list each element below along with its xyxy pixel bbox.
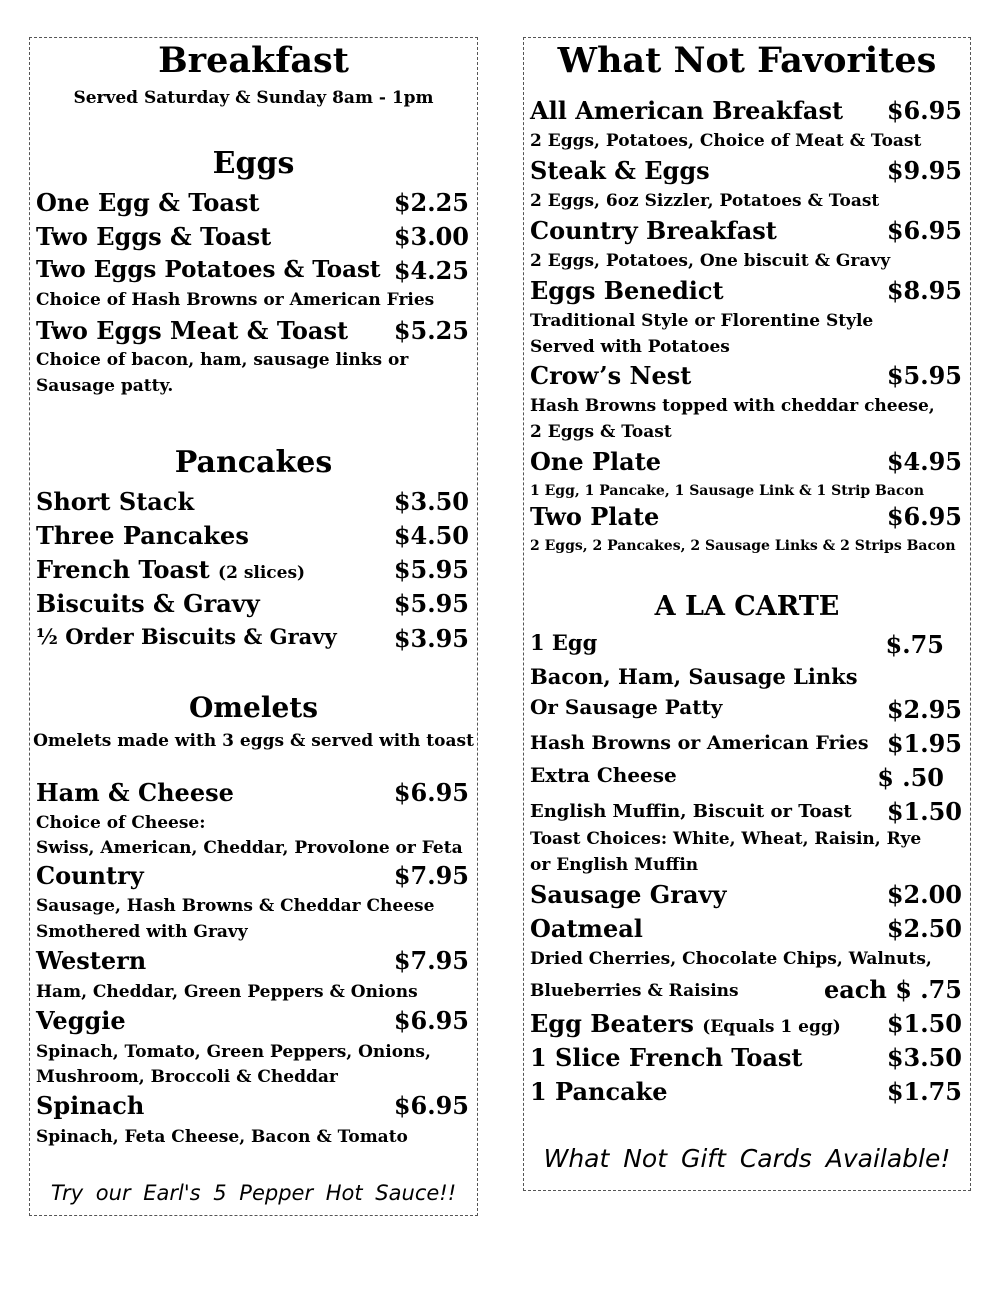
item-name: Three Pancakes — [36, 521, 249, 550]
menu-item — [36, 487, 469, 517]
item-name: Western — [36, 946, 147, 975]
menu-item — [530, 96, 962, 126]
item-name: Hash Browns or American Fries — [530, 732, 869, 754]
menu-item — [530, 695, 962, 725]
menu-item — [530, 1043, 962, 1073]
menu-item — [36, 188, 469, 218]
item-description: Dried Cherries, Chocolate Chips, Walnuts, — [530, 949, 932, 969]
menu-item — [530, 1009, 962, 1039]
menu-item — [36, 1006, 469, 1036]
item-price: $1.50 — [886, 1009, 962, 1038]
item-description: Served with Potatoes — [530, 337, 730, 357]
eggs-title: Eggs — [212, 146, 295, 181]
item-name: Crow’s Nest — [530, 361, 692, 390]
menu-item — [530, 502, 962, 532]
item-price: $4.95 — [886, 447, 962, 476]
item-price: $3.00 — [393, 222, 469, 251]
item-name: 1 Egg — [530, 630, 598, 655]
item-price: $2.95 — [886, 695, 962, 724]
item-name: Sausage Gravy — [530, 880, 727, 909]
item-name-group — [36, 555, 305, 584]
item-description: Toast Choices: White, Wheat, Raisin, Rye — [530, 829, 922, 849]
menu-item — [530, 630, 962, 660]
item-name: Egg Beaters — [530, 1009, 694, 1038]
menu-item — [36, 555, 469, 585]
item-description: Traditional Style or Florentine Style — [530, 311, 874, 331]
favorites-title: What Not Favorites — [557, 40, 937, 81]
menu-item — [36, 589, 469, 619]
item-note: (2 slices) — [218, 563, 306, 583]
item-price: $3.95 — [393, 624, 469, 653]
item-price: $3.50 — [886, 1043, 962, 1072]
item-description: 2 Eggs, 2 Pancakes, 2 Sausage Links & 2 Strips Bacon — [530, 538, 956, 554]
item-price: $6.95 — [886, 96, 962, 125]
item-name: All American Breakfast — [530, 96, 844, 125]
menu-item — [530, 361, 962, 391]
menu-item — [530, 216, 962, 246]
item-description: Bacon, Ham, Sausage Links — [530, 664, 858, 689]
item-description: 1 Egg, 1 Pancake, 1 Sausage Link & 1 Strip Bacon — [530, 483, 925, 499]
pancakes-title: Pancakes — [174, 445, 333, 480]
item-price: $7.95 — [393, 861, 469, 890]
item-name: Two Eggs Meat & Toast — [36, 316, 349, 345]
item-name: Ham & Cheese — [36, 778, 234, 807]
alacarte-title: A LA CARTE — [654, 591, 840, 622]
item-description: Hash Browns topped with cheddar cheese, — [530, 396, 935, 416]
item-note: (Equals 1 egg) — [702, 1017, 841, 1037]
menu-item — [530, 797, 962, 827]
item-name: ½ Order Biscuits & Gravy — [36, 624, 337, 649]
breakfast-hours: Served Saturday & Sunday 8am - 1pm — [73, 88, 434, 108]
item-price: $6.95 — [886, 216, 962, 245]
favorites-panel — [523, 37, 971, 1191]
item-price: $9.95 — [886, 156, 962, 185]
item-description: Choice of Cheese: — [36, 813, 206, 833]
item-name: Oatmeal — [530, 914, 643, 943]
item-description: Blueberries & Raisins — [530, 981, 739, 1001]
item-description: Spinach, Feta Cheese, Bacon & Tomato — [36, 1127, 408, 1147]
item-name: 1 Slice French Toast — [530, 1043, 803, 1072]
item-price: $.75 — [885, 630, 944, 659]
item-name: Spinach — [36, 1091, 145, 1120]
item-description: Sausage, Hash Browns & Cheddar Cheese — [36, 896, 435, 916]
item-description: 2 Eggs, 6oz Sizzler, Potatoes & Toast — [530, 191, 880, 211]
item-price: $5.25 — [393, 316, 469, 345]
omelets-subtitle: Omelets made with 3 eggs & served with toast — [33, 731, 474, 751]
item-name: Two Plate — [530, 502, 660, 531]
item-name: Or Sausage Patty — [530, 695, 723, 719]
breakfast-title: Breakfast — [158, 40, 349, 81]
menu-item — [36, 946, 469, 976]
menu-item — [530, 975, 962, 1005]
menu-item — [36, 1091, 469, 1121]
item-name: One Egg & Toast — [36, 188, 260, 217]
menu-item — [530, 1077, 962, 1107]
menu-item — [36, 521, 469, 551]
item-description: Mushroom, Broccoli & Cheddar — [36, 1067, 338, 1087]
item-description: or English Muffin — [530, 855, 699, 875]
item-description: Spinach, Tomato, Green Peppers, Onions, — [36, 1042, 431, 1062]
menu-item — [36, 778, 469, 808]
item-price: $2.50 — [886, 914, 962, 943]
item-price: $2.25 — [393, 188, 469, 217]
item-name: Country Breakfast — [530, 216, 777, 245]
item-name: English Muffin, Biscuit or Toast — [530, 801, 852, 822]
item-name: Steak & Eggs — [530, 156, 710, 185]
menu-item — [530, 156, 962, 186]
menu-item — [530, 729, 962, 759]
menu-item — [530, 276, 962, 306]
menu-item — [530, 763, 962, 793]
item-description: Choice of bacon, ham, sausage links or — [36, 350, 409, 370]
item-description: 2 Eggs, Potatoes, Choice of Meat & Toast — [530, 131, 922, 151]
item-price: $2.00 — [886, 880, 962, 909]
item-price: $1.75 — [886, 1077, 962, 1106]
item-price: $6.95 — [393, 1091, 469, 1120]
item-price: $5.95 — [393, 589, 469, 618]
item-price: $7.95 — [393, 946, 469, 975]
item-price: $6.95 — [393, 1006, 469, 1035]
breakfast-panel — [29, 37, 478, 1216]
menu-item — [530, 447, 962, 477]
item-name: Eggs Benedict — [530, 276, 724, 305]
menu-item — [530, 914, 962, 944]
menu-item — [36, 316, 469, 346]
item-price: $5.95 — [393, 555, 469, 584]
item-name: Short Stack — [36, 487, 195, 516]
item-price: $6.95 — [886, 502, 962, 531]
item-price: $1.95 — [886, 729, 962, 758]
item-description: 2 Eggs, Potatoes, One biscuit & Gravy — [530, 251, 891, 271]
item-description: 2 Eggs & Toast — [530, 422, 672, 442]
menu-item — [530, 880, 962, 910]
item-description: Smothered with Gravy — [36, 922, 248, 942]
item-price: $1.50 — [886, 797, 962, 826]
item-name: One Plate — [530, 447, 662, 476]
item-name: Two Eggs & Toast — [36, 222, 272, 251]
item-price: $8.95 — [886, 276, 962, 305]
hot-sauce-footer: Try our Earl's 5 Pepper Hot Sauce!! — [50, 1181, 457, 1205]
menu-item — [36, 222, 469, 252]
item-name: Veggie — [36, 1006, 126, 1035]
item-description: Swiss, American, Cheddar, Provolone or Feta — [36, 838, 463, 858]
item-name: French Toast — [36, 555, 210, 584]
gift-cards-footer: What Not Gift Cards Available! — [543, 1144, 951, 1173]
item-price: $3.50 — [393, 487, 469, 516]
item-description: Ham, Cheddar, Green Peppers & Onions — [36, 982, 418, 1002]
item-description: Sausage patty. — [36, 376, 174, 396]
item-price: $ .50 — [877, 763, 944, 792]
item-price: $6.95 — [393, 778, 469, 807]
item-name: Country — [36, 861, 144, 890]
item-price: $4.50 — [393, 521, 469, 550]
item-price: $5.95 — [886, 361, 962, 390]
item-name: Two Eggs Potatoes & Toast — [36, 256, 381, 283]
item-price: $4.25 — [393, 256, 469, 285]
item-description: Choice of Hash Browns or American Fries — [36, 290, 435, 310]
omelets-title: Omelets — [189, 691, 318, 724]
item-name: 1 Pancake — [530, 1077, 668, 1106]
item-name: Biscuits & Gravy — [36, 589, 260, 618]
item-name-group — [530, 1009, 841, 1038]
menu-item — [36, 256, 469, 286]
menu-item — [36, 861, 469, 891]
item-price: each $ .75 — [823, 975, 962, 1004]
item-name: Extra Cheese — [530, 763, 677, 787]
menu-item — [36, 624, 469, 654]
